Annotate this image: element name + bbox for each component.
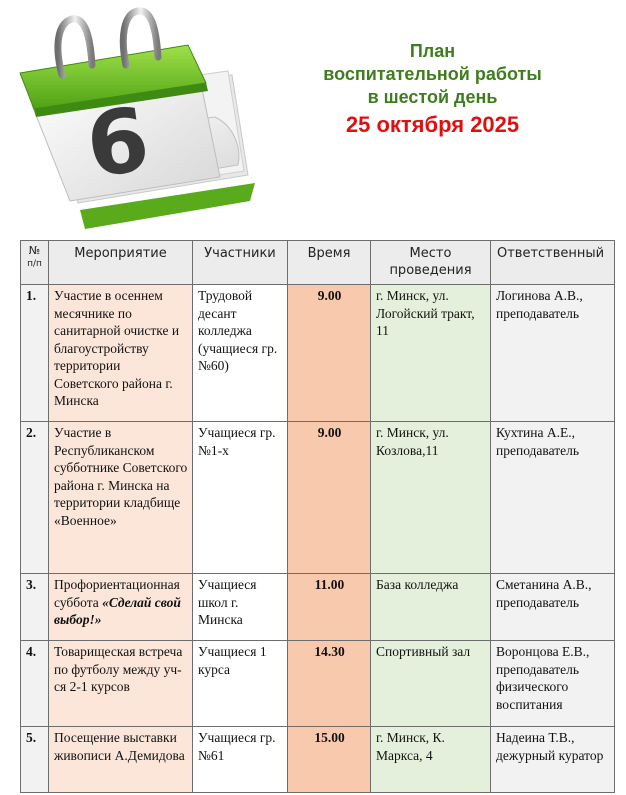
row-place: г. Минск, ул. Логойский тракт, 11 bbox=[371, 285, 491, 422]
row-time: 11.00 bbox=[288, 574, 371, 641]
row-place: Спортивный зал bbox=[371, 641, 491, 727]
row-event: Участие в Республиканском субботнике Советского района г. Минска на территории кладбище «Военное» bbox=[49, 422, 193, 574]
col-header-num: № п/п bbox=[21, 241, 49, 285]
row-place: г. Минск, К. Маркса, 4 bbox=[371, 727, 491, 793]
calendar-day-number: 6 bbox=[80, 87, 156, 198]
row-event-text: Профориентационная суббота bbox=[54, 577, 180, 610]
row-number: 3. bbox=[21, 574, 49, 641]
col-header-place: Место проведения bbox=[371, 241, 491, 285]
row-participants: Трудовой десант колледжа (учащиеся гр. №60) bbox=[193, 285, 288, 422]
row-participants: Учащиеся школ г. Минска bbox=[193, 574, 288, 641]
row-place: База колледжа bbox=[371, 574, 491, 641]
row-time: 9.00 bbox=[288, 285, 371, 422]
col-header-time: Время bbox=[288, 241, 371, 285]
header-title-line1: План bbox=[409, 41, 456, 61]
row-event-emphasis: «Сделай свой выбор!» bbox=[54, 594, 181, 627]
row-participants: Учащиеся гр. №61 bbox=[193, 727, 288, 793]
row-time: 14.30 bbox=[288, 641, 371, 727]
col-header-event: Мероприятие bbox=[49, 241, 193, 285]
row-event: Товарищеская встреча по футболу между уч-ся 2-1 курсов bbox=[49, 641, 193, 727]
row-event: Посещение выставки живописи А.Демидова bbox=[49, 727, 193, 793]
row-time: 15.00 bbox=[288, 727, 371, 793]
row-time: 9.00 bbox=[288, 422, 371, 574]
plan-table bbox=[20, 240, 615, 793]
row-responsible: Надеина Т.В., дежурный куратор bbox=[491, 727, 615, 793]
table-row bbox=[21, 422, 615, 574]
row-responsible: Логинова А.В., преподаватель bbox=[491, 285, 615, 422]
row-event: Участие в осеннем месячнике по санитарной очистке и благоустройству территории Советского района г. Минска bbox=[49, 285, 193, 422]
row-responsible: Воронцова Е.В., преподаватель физического воспитания bbox=[491, 641, 615, 727]
col-header-responsible: Ответственный bbox=[491, 241, 615, 285]
row-responsible: Кухтина А.Е., преподаватель bbox=[491, 422, 615, 574]
page-header bbox=[290, 40, 575, 140]
row-event bbox=[49, 574, 193, 641]
row-participants: Учащиеся 1 курса bbox=[193, 641, 288, 727]
row-responsible: Сметанина А.В., преподаватель bbox=[491, 574, 615, 641]
row-number: 4. bbox=[21, 641, 49, 727]
table-header-row bbox=[21, 241, 615, 285]
header-title-line2: воспитательной работы bbox=[323, 64, 542, 84]
header-date: 25 октября 2025 bbox=[345, 112, 520, 137]
table-row bbox=[21, 574, 615, 641]
row-place: г. Минск, ул. Козлова,11 bbox=[371, 422, 491, 574]
row-number: 5. bbox=[21, 727, 49, 793]
calendar-icon bbox=[10, 5, 270, 233]
row-participants: Учащиеся гр. №1-х bbox=[193, 422, 288, 574]
col-header-participants: Участники bbox=[193, 241, 288, 285]
table-row bbox=[21, 641, 615, 727]
table-row bbox=[21, 727, 615, 793]
header-title-line3: в шестой день bbox=[367, 87, 498, 107]
row-number: 2. bbox=[21, 422, 49, 574]
row-number: 1. bbox=[21, 285, 49, 422]
table-row bbox=[21, 285, 615, 422]
